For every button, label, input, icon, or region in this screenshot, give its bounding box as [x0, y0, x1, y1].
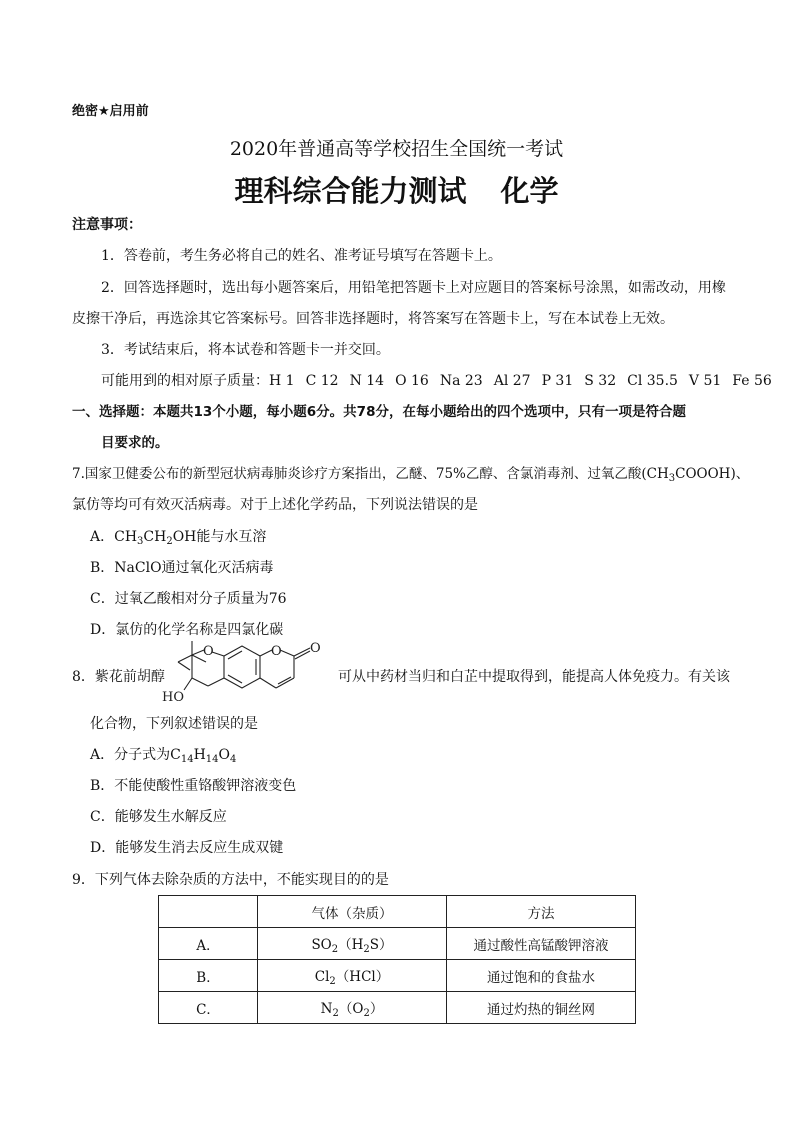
benzene-ring [224, 646, 260, 688]
atomic-mass: Al 27 [493, 373, 531, 389]
table-header-cell [159, 896, 258, 928]
atomic-mass: V 51 [688, 373, 722, 389]
atomic-mass: O 16 [395, 373, 429, 389]
q7-option-c: C．过氧乙酸相对分子质量为76 [90, 591, 287, 607]
atomic-mass: C 12 [305, 373, 339, 389]
table-row [159, 928, 636, 960]
bond [208, 678, 224, 686]
row-label: C． [159, 992, 258, 1024]
note-item-3: 3．考试结束后，将本试卷和答题卡一并交回。 [101, 342, 390, 358]
q7-stem-line1: 7.国家卫健委公布的新型冠状病毒肺炎诊疗方案指出，乙醚、75%乙醇、含氯消毒剂、过氧乙酸$(CH_3COOOH)$、 [72, 466, 750, 484]
table-row [159, 960, 636, 992]
q7-option-b: B．NaClO通过氧化灭活病毒 [90, 560, 274, 576]
note-item-2-line2: 皮擦干净后，再选涂其它答案标号。回答非选择题时，将答案写在答题卡上，写在本试卷上无效。 [72, 311, 674, 327]
oxygen-label: O [271, 644, 282, 659]
atomic-mass: P 31 [541, 373, 574, 389]
table-header-cell: 方法 [447, 896, 636, 928]
q8-option-a: A．分子式为$C_{14}H_{14}O_4$ [90, 747, 237, 765]
note-item-1: 1．答卷前，考生务必将自己的姓名、准考证号填写在答题卡上。 [101, 248, 502, 264]
row-label: B． [159, 960, 258, 992]
bond [184, 678, 192, 690]
q8-option-d: D．能够发生消去反应生成双键 [90, 840, 284, 856]
table-header-row [159, 896, 636, 928]
q8-stem-line2: 化合物，下列叙述错误的是 [90, 716, 258, 732]
gas-cell: $SO_2(H_2S)$ [258, 928, 447, 960]
bond [178, 662, 190, 670]
method-cell: 通过灼热的铜丝网 [447, 992, 636, 1024]
row-label: A． [159, 928, 258, 960]
subject-title-left: 理科综合能力测试 [234, 174, 467, 208]
table-row [159, 992, 636, 1024]
q8-stem-suffix: 可从中药材当归和白芷中提取得到，能提高人体免疫力。有关该 [338, 669, 730, 685]
method-cell: 通过酸性高锰酸钾溶液 [447, 928, 636, 960]
oxygen-label: O [310, 641, 321, 656]
molecule-structure-diagram [162, 640, 334, 708]
section1-heading: 一、选择题：本题共13个小题，每小题6分。共78分，在每小题给出的四个选项中，只有一项是符合题 [72, 404, 686, 420]
bond [280, 650, 294, 656]
section1-heading-cont: 目要求的。 [101, 435, 169, 451]
atomic-mass: N 14 [349, 373, 385, 389]
q9-table [158, 895, 636, 1024]
confidential-mark: 绝密★启用前 [72, 104, 149, 119]
q7-stem-line2: 氯仿等均可有效灭活病毒。对于上述化学药品，下列说法错误的是 [72, 497, 478, 513]
hydroxyl-label: HO [162, 690, 184, 705]
q7-option-a: A．$CH_3CH_2OH$能与水互溶 [90, 529, 267, 547]
notes-heading: 注意事项： [72, 217, 142, 233]
atomic-mass-label: 可能用到的相对原子质量： [101, 373, 269, 389]
atomic-mass-line [101, 372, 772, 390]
atomic-mass: S 32 [584, 373, 617, 389]
gas-cell: $N_2(O_2)$ [258, 992, 447, 1024]
bond [192, 678, 208, 686]
bond [212, 652, 224, 656]
bond [260, 678, 276, 688]
note-item-2-line1: 2．回答选择题时，选出每小题答案后，用铅笔把答题卡上对应题目的答案标号涂黑，如需改动，用橡 [101, 280, 726, 296]
oxygen-label: O [203, 644, 214, 659]
q8-option-b: B．不能使酸性重铬酸钾溶液变色 [90, 778, 297, 794]
subject-title-right: 化学 [500, 174, 559, 208]
subject-title [0, 172, 793, 210]
atomic-mass: Fe 56 [732, 373, 772, 389]
atomic-mass: Na 23 [439, 373, 483, 389]
q8-option-c: C．能够发生水解反应 [90, 809, 227, 825]
method-cell: 通过饱和的食盐水 [447, 960, 636, 992]
atomic-mass: Cl 35.5 [627, 373, 678, 389]
q7-option-d: D．氯仿的化学名称是四氯化碳 [90, 622, 284, 638]
q8-stem-prefix: 8．紫花前胡醇 [72, 669, 165, 685]
gas-cell: $Cl_2(HCl)$ [258, 960, 447, 992]
atomic-mass: H 1 [269, 373, 295, 389]
table-header-cell: 气体（杂质） [258, 896, 447, 928]
q9-stem: 9．下列气体去除杂质的方法中，不能实现目的的是 [72, 872, 389, 888]
exam-title: 2020年普通高等学校招生全国统一考试 [229, 138, 564, 160]
